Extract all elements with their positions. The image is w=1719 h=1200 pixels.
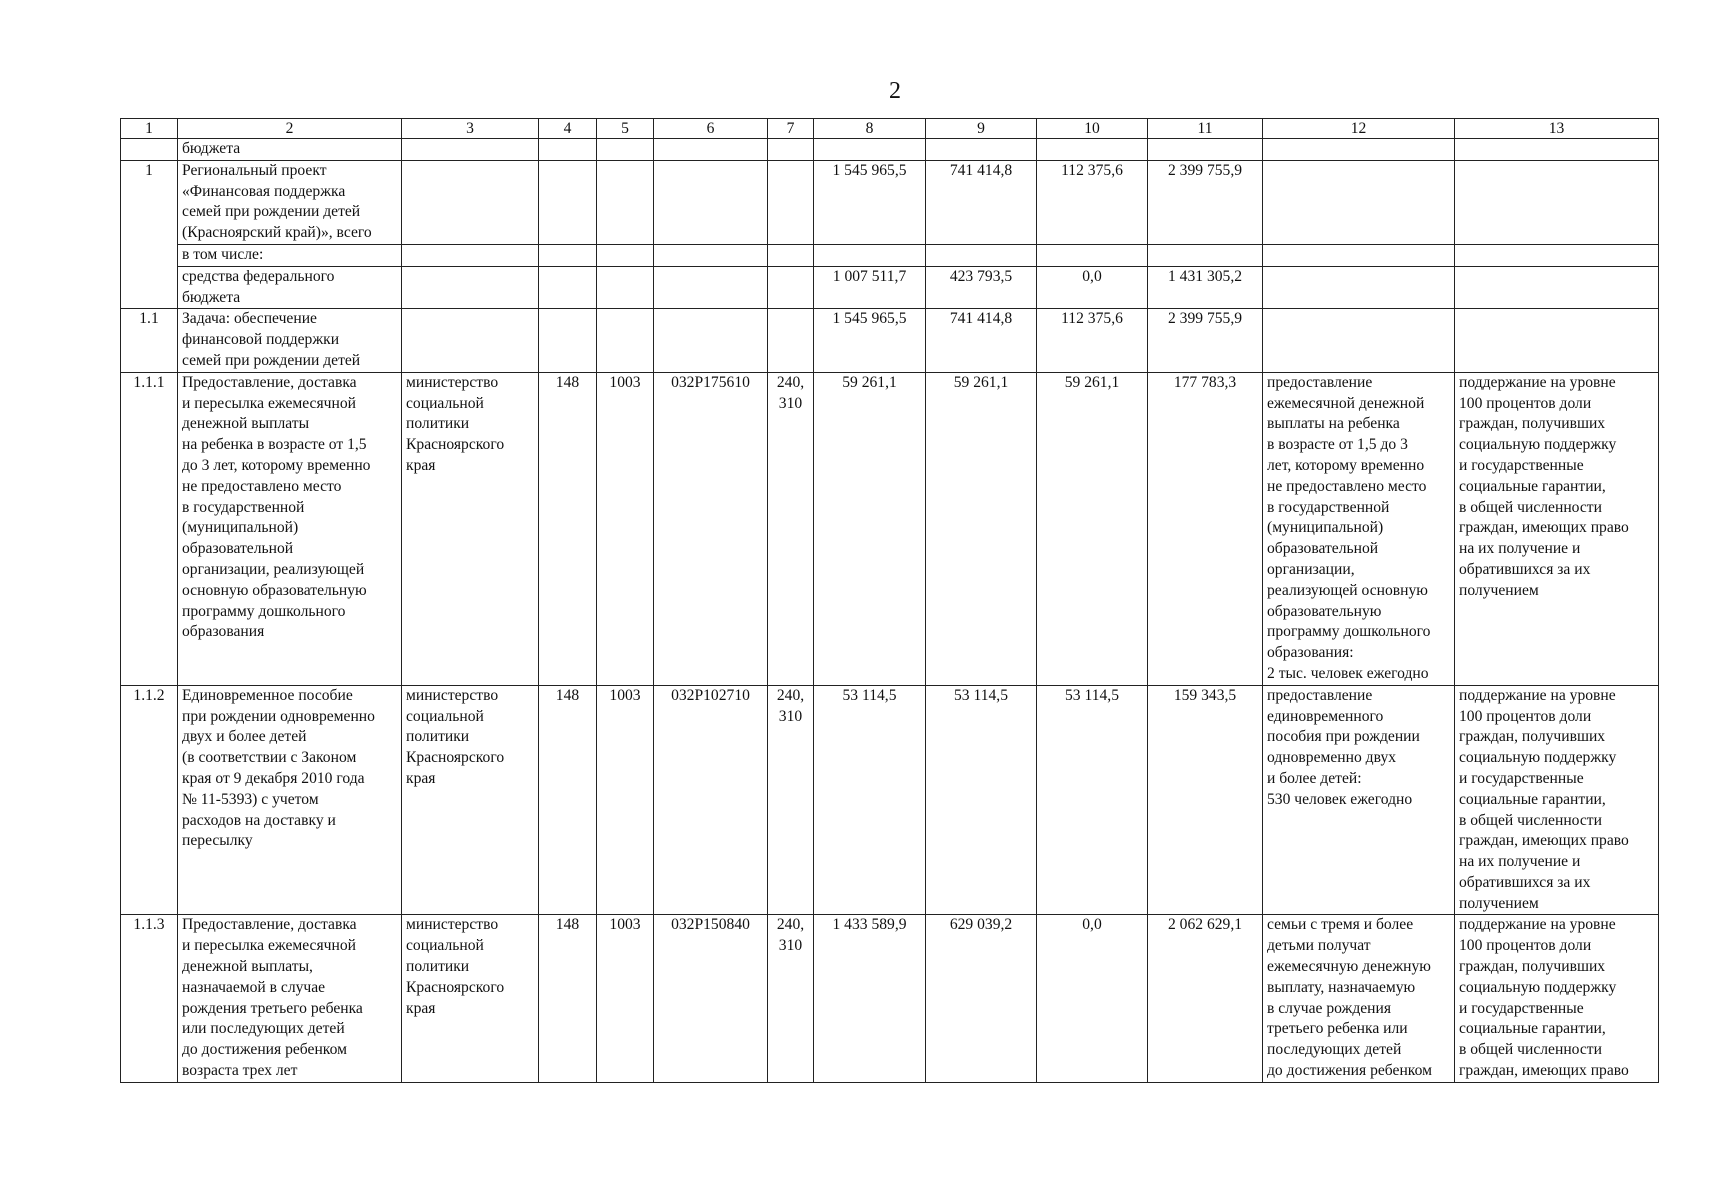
row-value-8: 1 007 511,7 [814, 266, 926, 309]
column-number: 13 [1455, 119, 1659, 139]
row-value-10 [1037, 244, 1148, 266]
row-vr [768, 266, 814, 309]
row-value-8: 1 545 965,5 [814, 160, 926, 244]
row-executor [402, 266, 539, 309]
row-executor [402, 309, 539, 372]
column-number: 1 [121, 119, 178, 139]
row-result: предоставление единовременного пособия при рождении одновременно двух и более детей: 530 человек ежегодно [1263, 685, 1455, 915]
page-number: 2 [889, 78, 901, 104]
row-value-8 [814, 244, 926, 266]
row-name: Задача: обеспечение финансовой поддержки семей при рождении детей [178, 309, 402, 372]
row-grbs: 148 [539, 685, 597, 915]
row-csr: 032P175610 [654, 372, 768, 685]
column-number: 12 [1263, 119, 1455, 139]
row-value-9: 629 039,2 [926, 915, 1037, 1082]
table-row [121, 266, 1659, 309]
column-number: 9 [926, 119, 1037, 139]
row-csr: 032P102710 [654, 685, 768, 915]
row-grbs [539, 160, 597, 244]
row-value-10: 112 375,6 [1037, 309, 1148, 372]
table-row [121, 685, 1659, 915]
row-result [1263, 309, 1455, 372]
row-value-11: 2 399 755,9 [1148, 160, 1263, 244]
row-value-10: 112 375,6 [1037, 160, 1148, 244]
row-name: Региональный проект «Финансовая поддержка семей при рождении детей (Красноярский край)», всего [178, 160, 402, 244]
row-number: 1 [121, 160, 178, 309]
row-value-11: 2 062 629,1 [1148, 915, 1263, 1082]
row-rzpr: 1003 [597, 372, 654, 685]
row-indicator [1455, 266, 1659, 309]
row-rzpr: 1003 [597, 915, 654, 1082]
row-executor: министерство социальной политики Красноярского края [402, 915, 539, 1082]
row-name: в том числе: [178, 244, 402, 266]
row-executor [402, 160, 539, 244]
row-executor [402, 244, 539, 266]
row-value-8: 53 114,5 [814, 685, 926, 915]
continuation-row [121, 139, 1659, 161]
row-value-10: 0,0 [1037, 266, 1148, 309]
row-csr [654, 160, 768, 244]
table-row [121, 160, 1659, 244]
column-number: 8 [814, 119, 926, 139]
row-value-11: 177 783,3 [1148, 372, 1263, 685]
row-indicator [1455, 160, 1659, 244]
row-value-9: 423 793,5 [926, 266, 1037, 309]
row-grbs: 148 [539, 372, 597, 685]
row-name: Единовременное пособие при рождении одновременно двух и более детей (в соответствии с Законом края от 9 декабря 2010 года № 11-5393) с учетом расходов на доставку и пересылку [178, 685, 402, 915]
column-number: 6 [654, 119, 768, 139]
row-value-8: 1 545 965,5 [814, 309, 926, 372]
row-value-9: 741 414,8 [926, 309, 1037, 372]
row-vr: 240, 310 [768, 915, 814, 1082]
row-vr: 240, 310 [768, 372, 814, 685]
table-row [121, 915, 1659, 1082]
column-number: 2 [178, 119, 402, 139]
row-value-11: 2 399 755,9 [1148, 309, 1263, 372]
table-row [121, 244, 1659, 266]
row-number: 1.1.2 [121, 685, 178, 915]
budget-table [120, 118, 1659, 1083]
row-value-9: 53 114,5 [926, 685, 1037, 915]
row-name: Предоставление, доставка и пересылка ежемесячной денежной выплаты на ребенка в возрасте от 1,5 до 3 лет, которому временно не предоставлено место в государственной (муниципальной) образовательной организации, реализующей основную образовательную программу дошкольного образования [178, 372, 402, 685]
row-value-11 [1148, 244, 1263, 266]
column-number: 3 [402, 119, 539, 139]
row-executor: министерство социальной политики Красноярского края [402, 372, 539, 685]
table-row [121, 372, 1659, 685]
table-row [121, 309, 1659, 372]
row-rzpr [597, 266, 654, 309]
row-grbs: 148 [539, 915, 597, 1082]
row-rzpr [597, 309, 654, 372]
row-rzpr [597, 244, 654, 266]
row-value-9: 741 414,8 [926, 160, 1037, 244]
row-vr [768, 309, 814, 372]
row-csr [654, 266, 768, 309]
row-value-8: 59 261,1 [814, 372, 926, 685]
row-csr: 032P150840 [654, 915, 768, 1082]
column-number: 5 [597, 119, 654, 139]
row-grbs [539, 266, 597, 309]
row-vr: 240, 310 [768, 685, 814, 915]
row-vr [768, 244, 814, 266]
row-indicator: поддержание на уровне 100 процентов доли граждан, получивших социальную поддержку и государственные социальные гарантии, в общей численности граждан, имеющих право на их получение и обратившихся за их получением [1455, 372, 1659, 685]
row-indicator [1455, 309, 1659, 372]
row-csr [654, 309, 768, 372]
row-indicator: поддержание на уровне 100 процентов доли граждан, получивших социальную поддержку и государственные социальные гарантии, в общей численности граждан, имеющих право на их получение и обратившихся за их получением [1455, 685, 1659, 915]
row-number: 1.1 [121, 309, 178, 372]
row-grbs [539, 244, 597, 266]
row-grbs [539, 309, 597, 372]
row-rzpr [597, 160, 654, 244]
row-vr [768, 160, 814, 244]
row-value-10: 0,0 [1037, 915, 1148, 1082]
row-result [1263, 244, 1455, 266]
row-number: 1.1.3 [121, 915, 178, 1082]
row-result [1263, 266, 1455, 309]
row-value-11: 1 431 305,2 [1148, 266, 1263, 309]
continuation-text: бюджета [178, 139, 402, 161]
column-number: 7 [768, 119, 814, 139]
column-number: 4 [539, 119, 597, 139]
row-number: 1.1.1 [121, 372, 178, 685]
row-result: предоставление ежемесячной денежной выплаты на ребенка в возрасте от 1,5 до 3 лет, которому временно не предоставлено место в государственной (муниципальной) образовательной организации, реализующей основную образовательную программу дошкольного образования: 2 тыс. человек ежегодно [1263, 372, 1455, 685]
column-number: 10 [1037, 119, 1148, 139]
row-value-9: 59 261,1 [926, 372, 1037, 685]
row-rzpr: 1003 [597, 685, 654, 915]
row-result: семьи с тремя и более детьми получат ежемесячную денежную выплату, назначаемую в случае рождения третьего ребенка или последующих детей до достижения ребенком [1263, 915, 1455, 1082]
row-value-11: 159 343,5 [1148, 685, 1263, 915]
row-value-9 [926, 244, 1037, 266]
row-name: средства федерального бюджета [178, 266, 402, 309]
row-indicator [1455, 244, 1659, 266]
row-indicator: поддержание на уровне 100 процентов доли граждан, получивших социальную поддержку и государственные социальные гарантии, в общей численности граждан, имеющих право [1455, 915, 1659, 1082]
column-number-row [121, 119, 1659, 139]
row-csr [654, 244, 768, 266]
row-name: Предоставление, доставка и пересылка ежемесячной денежной выплаты, назначаемой в случае рождения третьего ребенка или последующих детей до достижения ребенком возраста трех лет [178, 915, 402, 1082]
row-value-10: 59 261,1 [1037, 372, 1148, 685]
row-value-8: 1 433 589,9 [814, 915, 926, 1082]
column-number: 11 [1148, 119, 1263, 139]
row-result [1263, 160, 1455, 244]
row-value-10: 53 114,5 [1037, 685, 1148, 915]
row-executor: министерство социальной политики Красноярского края [402, 685, 539, 915]
